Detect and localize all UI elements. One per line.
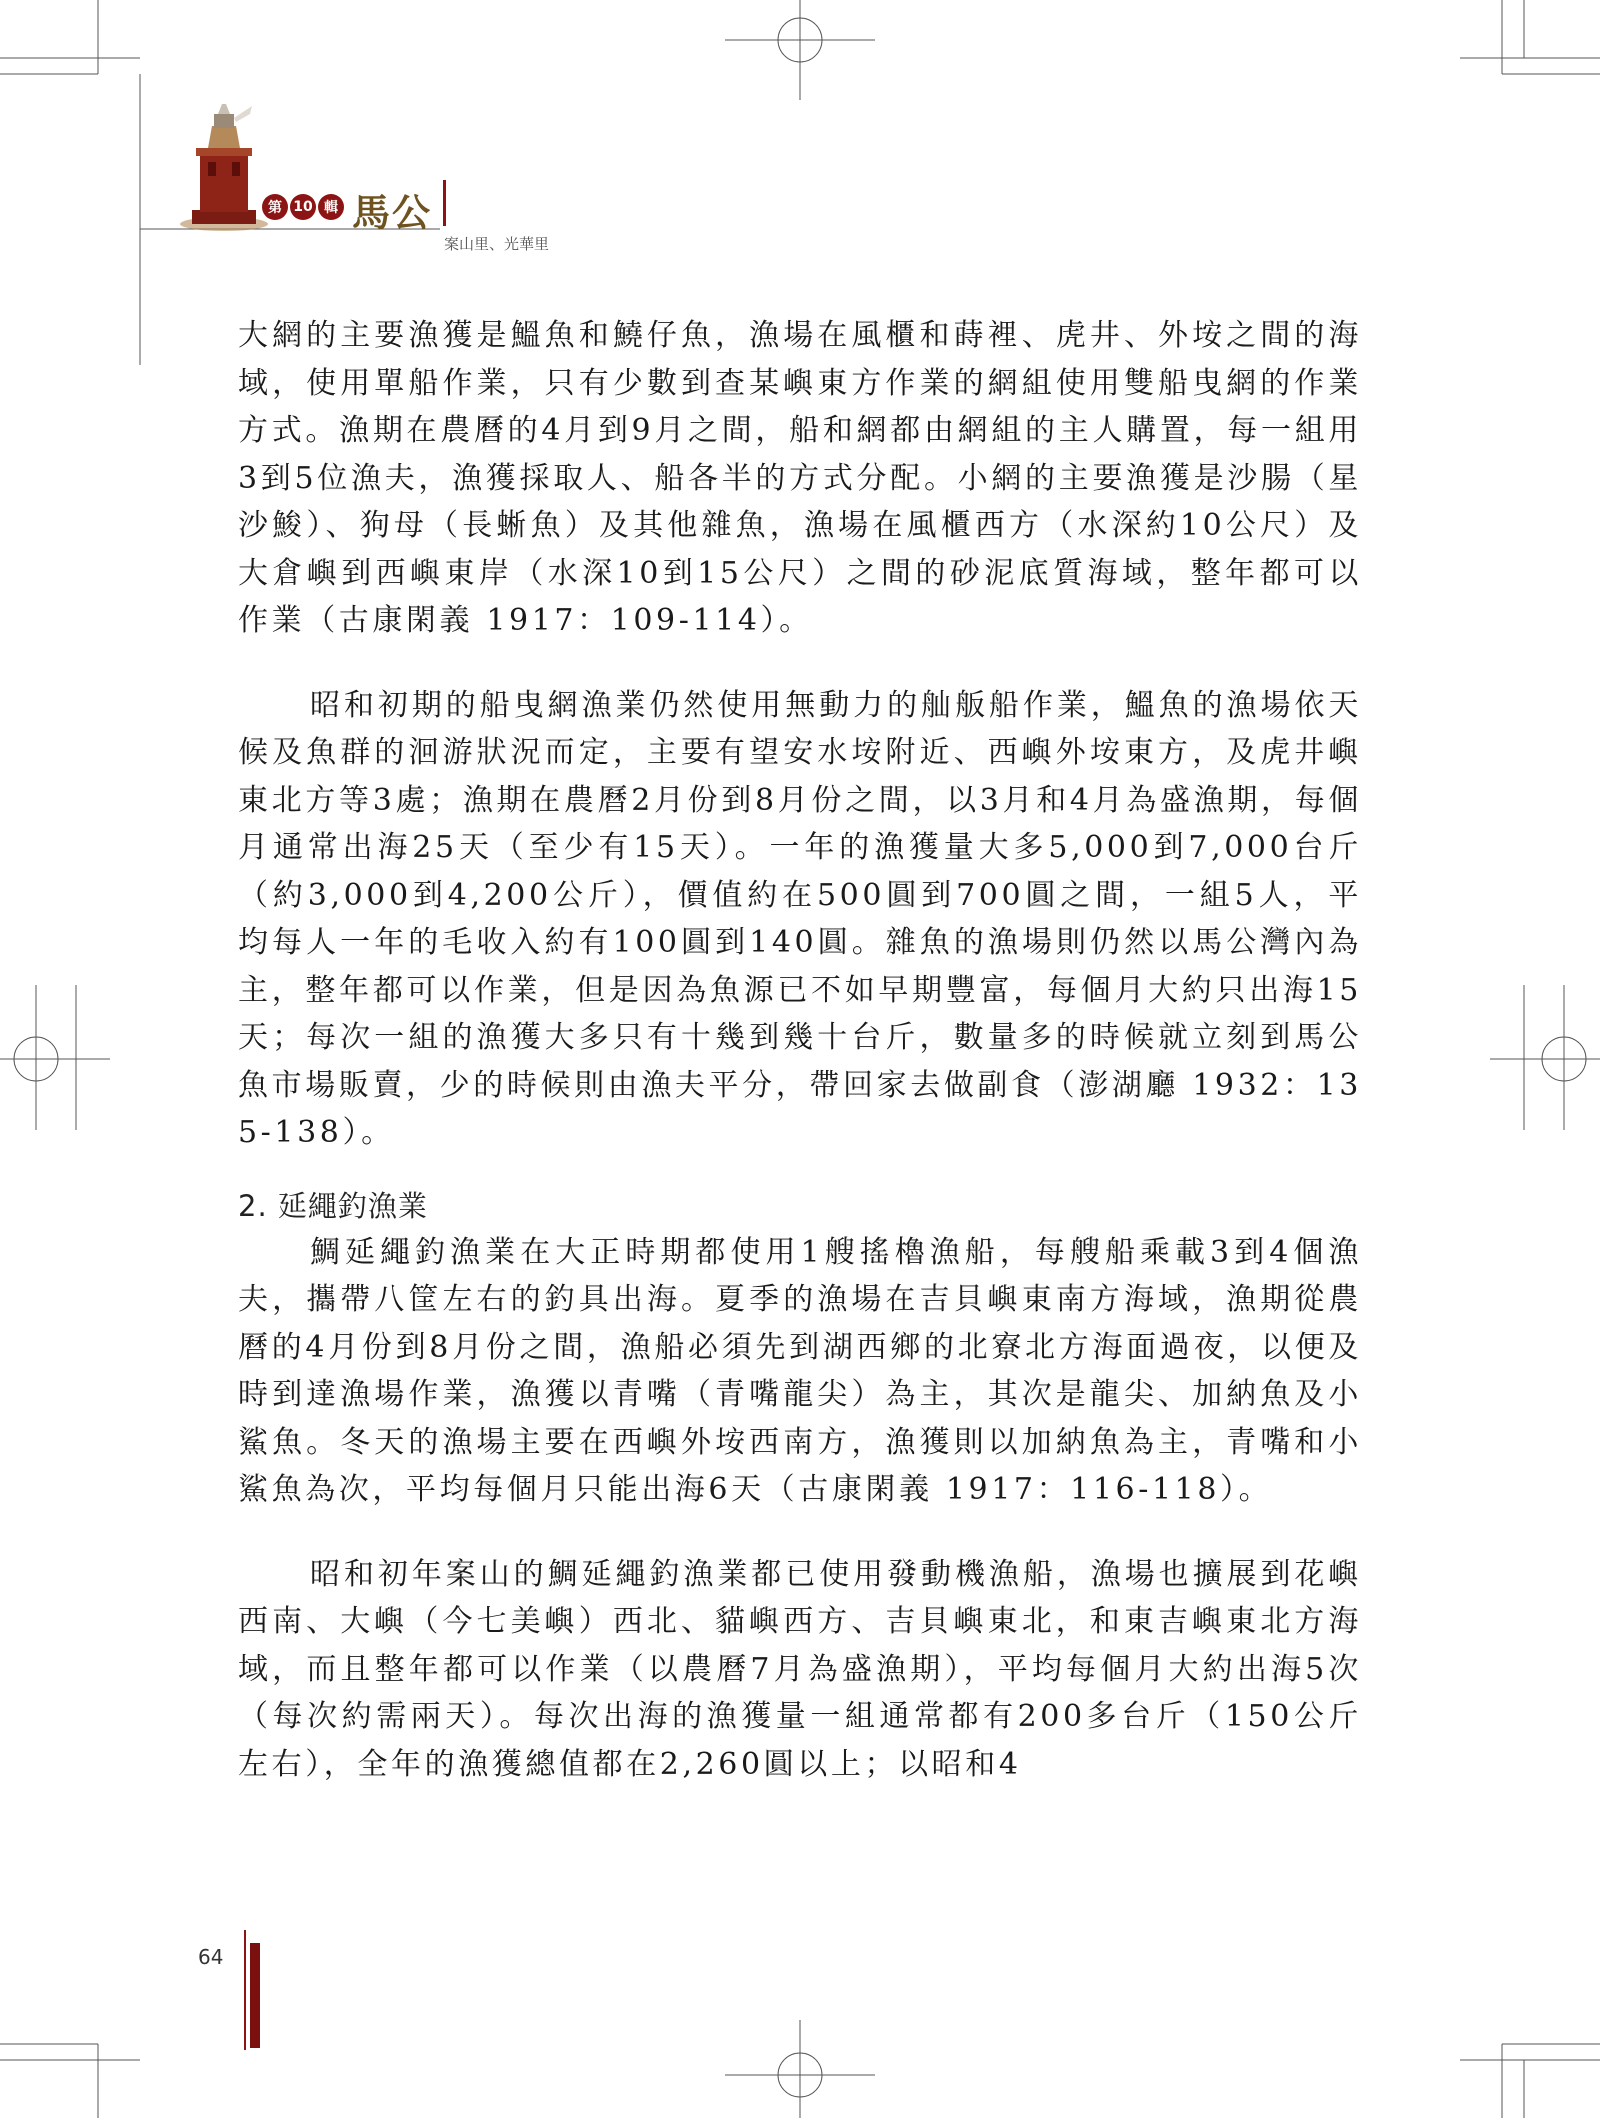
footer-accent-bar (250, 1943, 260, 2048)
paragraph: 昭和初期的船曳網漁業仍然使用無動力的舢舨船作業，鰮魚的漁場依天候及魚群的洄游狀況而定，主要有望安水垵附近、西嶼外垵東方，及虎井嶼東北方等3處；漁期在農曆2月份到8月份之間，以3月和4月為盛漁期，每個月通常出海25天（至少有15天）。一年的漁獲量大多5,000到7,000台斤（約3,000到4,200公斤），價值約在500圓到700圓之間，一組5人，平均每人一年的毛收入約有100圓到140圓。雜魚的漁場則仍然以馬公灣內為主，整年都可以作業，但是因為魚源已不如早期豐富，每個月大約只出海15天；每次一組的漁獲大多只有十幾到幾十台斤，數量多的時候就立刻到馬公魚市場販賣，少的時候則由漁夫平分，帶回家去做副食（澎湖廳 1932：135-138）。 (238, 687, 1362, 1150)
chapter-title: 馬公 (352, 190, 433, 235)
paragraph: 鯛延繩釣漁業在大正時期都使用1艘搖櫓漁船，每艘船乘載3到4個漁夫，攜帶八筐左右的釣具出海。夏季的漁場在吉貝嶼東南方海域，漁期從農曆的4月份到8月份之間，漁船必須先到湖西鄉的北寮北方海面過夜，以便及時到達漁場作業，漁獲以青嘴（青嘴龍尖）為主，其次是龍尖、加納魚及小鯊魚。冬天的漁場主要在西嶼外垵西南方，漁獲則以加納魚為主，青嘴和小鯊魚為次，平均每個月只能出海6天（古康閑義 1917：116-118）。 (238, 1234, 1362, 1507)
chapter-prefix: 第 (262, 194, 288, 220)
paragraph: 昭和初年案山的鯛延繩釣漁業都已使用發動機漁船，漁場也擴展到花嶼西南、大嶼（今七美嶼）西北、貓嶼西方、吉貝嶼東北，和東吉嶼東北方海域，而且整年都可以作業（以農曆7月為盛漁期），平均每個月大約出海5次（每次約需兩天）。每次出海的漁獲量一組通常都有200多台斤（150公斤左右），全年的漁獲總值都在2,260圓以上；以昭和4 (238, 1556, 1362, 1782)
chapter-subtitle: 案山里、光華里 (444, 235, 550, 253)
header-accent-bar (443, 180, 446, 226)
chapter-badge (262, 194, 344, 220)
tower-logo-icon (178, 100, 270, 232)
paragraph: 大網的主要漁獲是鰮魚和鱙仔魚，漁場在風櫃和蒔裡、虎井、外垵之間的海域，使用單船作業，只有少數到查某嶼東方作業的網組使用雙船曳網的作業方式。漁期在農曆的4月到9月之間，船和網都由網組的主人購置，每一組用3到5位漁夫，漁獲採取人、船各半的方式分配。小網的主要漁獲是沙腸（星沙鮻）、狗母（長蜥魚）及其他雜魚，漁場在風櫃西方（水深約10公尺）及大倉嶼到西嶼東岸（水深10到15公尺）之間的砂泥底質海域，整年都可以作業（古康閑義 1917：109-114）。 (238, 318, 1362, 638)
page-number: 64 (198, 1945, 224, 1969)
section-heading: 2. 延繩釣漁業 (238, 1188, 428, 1223)
main-content (238, 312, 1362, 1788)
chapter-suffix: 輯 (318, 194, 344, 220)
chapter-number: 10 (290, 194, 316, 220)
footer-accent-line (244, 1930, 246, 2050)
